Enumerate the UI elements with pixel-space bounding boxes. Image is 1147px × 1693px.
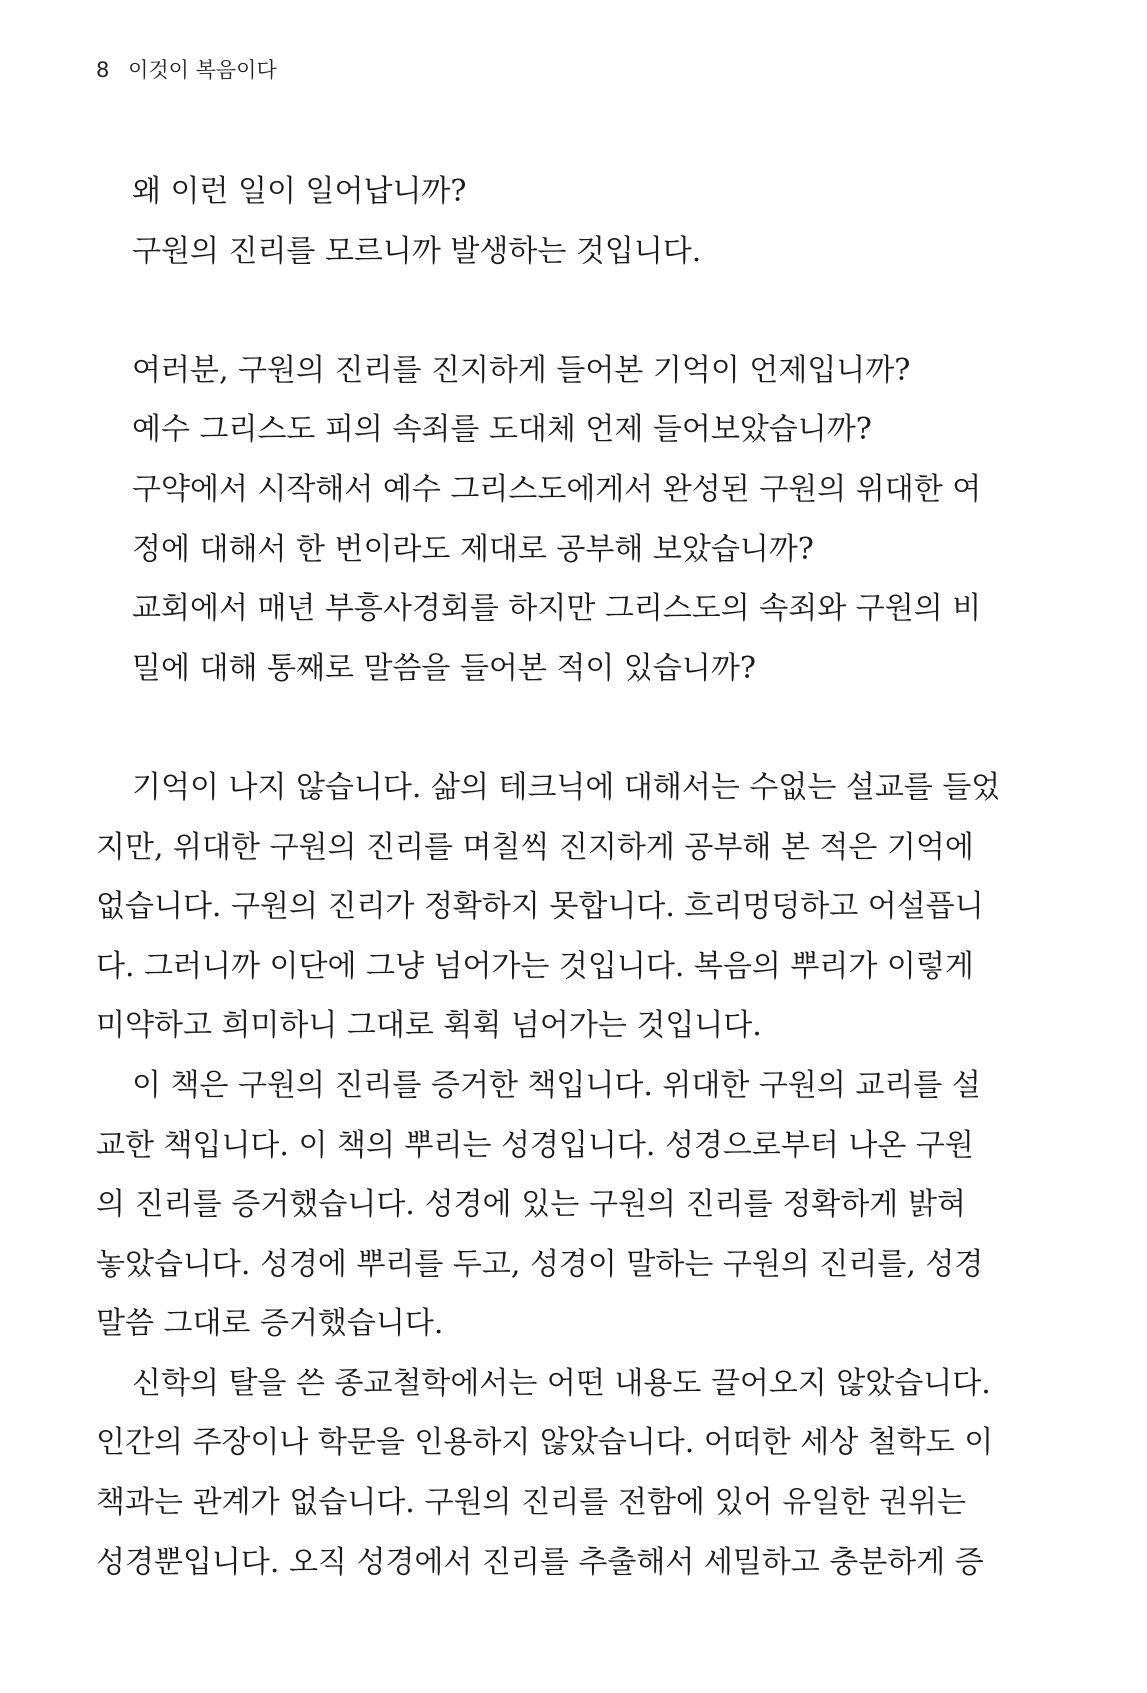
- text-line: 성경뿐입니다. 오직 성경에서 진리를 추출해서 세밀하고 충분하게 증: [96, 1544, 984, 1580]
- question-block-2: [96, 341, 982, 699]
- text-line: 밀에 대해 통째로 말씀을 들어본 적이 있습니까?: [132, 650, 756, 686]
- text-line: 신학의 탈을 쓴 종교철학에서는 어떤 내용도 끌어오지 않았습니다.: [132, 1365, 991, 1401]
- paragraph-3: [96, 1354, 994, 1592]
- text-line: 교회에서 매년 부흥사경회를 하지만 그리스도의 속죄와 구원의 비: [132, 591, 982, 627]
- paragraph-2: [96, 1056, 984, 1354]
- text-line: 말씀 그대로 증거했습니다.: [96, 1306, 444, 1342]
- text-line: 구원의 진리를 모르니까 발생하는 것입니다.: [132, 233, 702, 269]
- text-line: 왜 이런 일이 일어납니까?: [132, 174, 467, 209]
- text-line: 인간의 주장이나 학문을 인용하지 않았습니다. 어떠한 세상 철학도 이: [96, 1425, 994, 1461]
- text-line: 기억이 나지 않습니다. 삶의 테크닉에 대해서는 수없는 설교를 들었: [132, 769, 1001, 805]
- page-body: [96, 162, 1001, 1592]
- blank-line: [96, 698, 966, 758]
- text-line: 의 진리를 증거했습니다. 성경에 있는 구원의 진리를 정확하게 밝혀: [96, 1187, 966, 1223]
- book-title: 이것이 복음이다: [128, 58, 277, 82]
- blank-line: [96, 281, 966, 341]
- running-header: [96, 56, 277, 84]
- question-block-1: [96, 162, 966, 281]
- text-line: 책과는 관계가 없습니다. 구원의 진리를 전함에 있어 유일한 권위는: [96, 1485, 966, 1521]
- page-number: 8: [96, 58, 110, 82]
- text-line: 미약하고 희미하니 그대로 휙휙 넘어가는 것입니다.: [96, 1008, 762, 1044]
- text-line: 다. 그러니까 이단에 그냥 넘어가는 것입니다. 복음의 뿌리가 이렇게: [96, 948, 974, 984]
- text-line: 지만, 위대한 구원의 진리를 며칠씩 진지하게 공부해 본 적은 기억에: [96, 829, 974, 865]
- text-line: 정에 대해서 한 번이라도 제대로 공부해 보았습니까?: [132, 531, 814, 567]
- text-line: 이 책은 구원의 진리를 증거한 책입니다. 위대한 구원의 교리를 설: [132, 1067, 981, 1103]
- text-line: 없습니다. 구원의 진리가 정확하지 못합니다. 흐리멍덩하고 어설픕니: [96, 889, 984, 925]
- paragraph-1: [96, 758, 1001, 1056]
- text-line: 여러분, 구원의 진리를 진지하게 들어본 기억이 언제입니까?: [132, 352, 911, 388]
- text-line: 놓았습니다. 성경에 뿌리를 두고, 성경이 말하는 구원의 진리를, 성경: [96, 1246, 984, 1282]
- text-line: 구약에서 시작해서 예수 그리스도에게서 완성된 구원의 위대한 여: [132, 471, 982, 507]
- text-line: 예수 그리스도 피의 속죄를 도대체 언제 들어보았습니까?: [132, 412, 872, 448]
- text-line: 교한 책입니다. 이 책의 뿌리는 성경입니다. 성경으로부터 나온 구원: [96, 1127, 974, 1163]
